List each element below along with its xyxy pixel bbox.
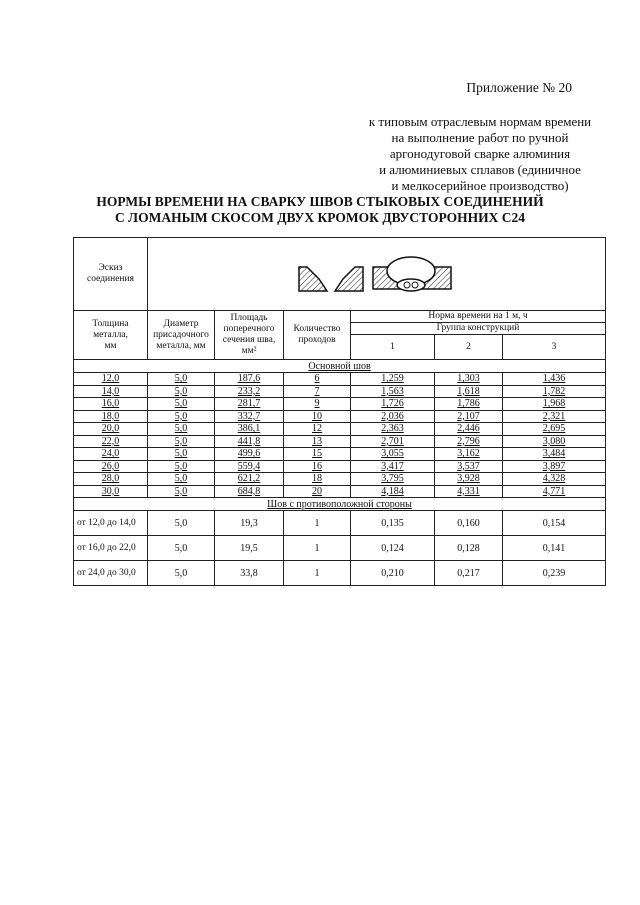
table-row bbox=[74, 561, 606, 586]
table-cell: 19,5 bbox=[215, 536, 284, 561]
norms-table bbox=[73, 237, 606, 586]
table-cell: 4,331 bbox=[435, 485, 503, 498]
table-cell: 187,6 bbox=[215, 373, 284, 386]
table-cell: 13 bbox=[284, 435, 351, 448]
table-cell: 0,154 bbox=[503, 511, 606, 536]
table-row bbox=[74, 473, 606, 486]
header-area bbox=[215, 311, 284, 360]
table-cell: 3,537 bbox=[435, 460, 503, 473]
header-text: металла, bbox=[93, 329, 128, 340]
table-cell: 16,0 bbox=[74, 398, 148, 411]
table-cell: 1,259 bbox=[351, 373, 435, 386]
appendix-line: и алюминиевых сплавов (единичное bbox=[379, 162, 581, 177]
table-row bbox=[74, 511, 606, 536]
table-cell: 30,0 bbox=[74, 485, 148, 498]
section-back-label: Шов с противоположной стороны bbox=[267, 498, 412, 510]
table-cell: от 12,0 до 14,0 bbox=[74, 511, 148, 536]
table-row bbox=[74, 385, 606, 398]
appendix-header bbox=[360, 80, 600, 194]
main-rows bbox=[74, 373, 606, 498]
table-row bbox=[74, 460, 606, 473]
table-cell: 2,695 bbox=[503, 423, 606, 436]
table-cell: 2,363 bbox=[351, 423, 435, 436]
table-cell: 2,446 bbox=[435, 423, 503, 436]
sketch-cell bbox=[148, 238, 606, 311]
header-row-1 bbox=[74, 311, 606, 323]
table-cell: 2,321 bbox=[503, 410, 606, 423]
table-row bbox=[74, 373, 606, 386]
table-row bbox=[74, 536, 606, 561]
section-main bbox=[74, 360, 606, 373]
table-cell: 5,0 bbox=[148, 561, 215, 586]
table-cell: 3,795 bbox=[351, 473, 435, 486]
table-cell: 3,055 bbox=[351, 448, 435, 461]
table-cell: 1,618 bbox=[435, 385, 503, 398]
table-cell: 28,0 bbox=[74, 473, 148, 486]
table-cell: 10 bbox=[284, 410, 351, 423]
table-cell: 0,239 bbox=[503, 561, 606, 586]
title-line-2: С ЛОМАНЫМ СКОСОМ ДВУХ КРОМОК ДВУСТОРОННИХ С24 bbox=[114, 210, 526, 225]
table-cell: 0,128 bbox=[435, 536, 503, 561]
header-group: Группа конструкций bbox=[351, 323, 606, 335]
table-cell: 4,184 bbox=[351, 485, 435, 498]
table-row bbox=[74, 423, 606, 436]
table-cell: 18,0 bbox=[74, 410, 148, 423]
table-cell: 3,162 bbox=[435, 448, 503, 461]
section-back bbox=[74, 498, 606, 511]
table-cell: 20,0 bbox=[74, 423, 148, 436]
table-cell: 9 bbox=[284, 398, 351, 411]
table-cell: 386,1 bbox=[215, 423, 284, 436]
back-rows bbox=[74, 511, 606, 586]
table-cell: 2,796 bbox=[435, 435, 503, 448]
table-cell: 1 bbox=[284, 511, 351, 536]
table-cell: 6 bbox=[284, 373, 351, 386]
table-cell: 0,160 bbox=[435, 511, 503, 536]
section-main-row bbox=[74, 360, 606, 373]
table-cell: 0,210 bbox=[351, 561, 435, 586]
table-cell: 1,786 bbox=[435, 398, 503, 411]
header-group-1: 1 bbox=[351, 335, 435, 360]
table-cell: 3,897 bbox=[503, 460, 606, 473]
table-row bbox=[74, 398, 606, 411]
table-cell: 5,0 bbox=[148, 460, 215, 473]
table-cell: 5,0 bbox=[148, 511, 215, 536]
table-row bbox=[74, 435, 606, 448]
header-text: Диаметр bbox=[163, 318, 199, 329]
header-diameter bbox=[148, 311, 215, 360]
table-cell: 3,928 bbox=[435, 473, 503, 486]
table-cell: 5,0 bbox=[148, 485, 215, 498]
header-text: Площадь bbox=[230, 313, 268, 323]
sketch-row bbox=[74, 238, 606, 311]
header-text: Толщина bbox=[92, 318, 129, 329]
section-back-row bbox=[74, 498, 606, 511]
sketch-label: соединения bbox=[87, 274, 134, 284]
table-cell: 499,6 bbox=[215, 448, 284, 461]
table-cell: 0,124 bbox=[351, 536, 435, 561]
table-cell: 0,135 bbox=[351, 511, 435, 536]
table-cell: 3,080 bbox=[503, 435, 606, 448]
joint-sketch-icon bbox=[297, 249, 457, 299]
table-cell: 2,107 bbox=[435, 410, 503, 423]
table-cell: 684,8 bbox=[215, 485, 284, 498]
header-passes bbox=[284, 311, 351, 360]
table-cell: 1,303 bbox=[435, 373, 503, 386]
appendix-line: на выполнение работ по ручной bbox=[391, 130, 569, 145]
header-text: металла, мм bbox=[156, 340, 206, 351]
header-text: Количество bbox=[293, 324, 341, 334]
table-cell: 1,726 bbox=[351, 398, 435, 411]
table-cell: 19,3 bbox=[215, 511, 284, 536]
header-text: мм² bbox=[241, 346, 257, 356]
document-title bbox=[80, 194, 560, 226]
header-thickness bbox=[74, 311, 148, 360]
table-cell: 281,7 bbox=[215, 398, 284, 411]
header-text: присадочного bbox=[153, 329, 209, 340]
appendix-line: к типовым отраслевым нормам времени bbox=[368, 114, 592, 129]
table-row bbox=[74, 410, 606, 423]
table-cell: 0,141 bbox=[503, 536, 606, 561]
section-main-label: Основной шов bbox=[308, 360, 371, 372]
table-cell: 621,2 bbox=[215, 473, 284, 486]
table-cell: 233,2 bbox=[215, 385, 284, 398]
header-group-3: 3 bbox=[503, 335, 606, 360]
table-cell: 5,0 bbox=[148, 373, 215, 386]
table-cell: 5,0 bbox=[148, 410, 215, 423]
table-cell: 12 bbox=[284, 423, 351, 436]
table-cell: 2,036 bbox=[351, 410, 435, 423]
table-cell: 1,782 bbox=[503, 385, 606, 398]
table-cell: 33,8 bbox=[215, 561, 284, 586]
header-text: проходов bbox=[298, 335, 336, 345]
table-cell: 1,436 bbox=[503, 373, 606, 386]
table-cell: 5,0 bbox=[148, 398, 215, 411]
appendix-line: и мелкосерийное производство) bbox=[391, 178, 569, 193]
table-cell: 16 bbox=[284, 460, 351, 473]
table-cell: 22,0 bbox=[74, 435, 148, 448]
table-cell: 15 bbox=[284, 448, 351, 461]
table-cell: от 16,0 до 22,0 bbox=[74, 536, 148, 561]
table-cell: 5,0 bbox=[148, 385, 215, 398]
table-cell: 1,563 bbox=[351, 385, 435, 398]
header-text: мм bbox=[104, 340, 117, 351]
table-cell: 1 bbox=[284, 561, 351, 586]
header-text: поперечного bbox=[223, 324, 275, 334]
table-cell: 559,4 bbox=[215, 460, 284, 473]
table-cell: 7 bbox=[284, 385, 351, 398]
table-cell: 1 bbox=[284, 536, 351, 561]
table-cell: 441,8 bbox=[215, 435, 284, 448]
table-cell: 332,7 bbox=[215, 410, 284, 423]
sketch-label: Эскиз bbox=[98, 263, 123, 273]
table-cell: от 24,0 до 30,0 bbox=[74, 561, 148, 586]
appendix-line: аргонодуговой сварке алюминия bbox=[389, 146, 571, 161]
sketch-label-cell bbox=[74, 238, 148, 311]
appendix-number: Приложение № 20 bbox=[466, 80, 572, 95]
table-cell: 5,0 bbox=[148, 536, 215, 561]
table-cell: 5,0 bbox=[148, 473, 215, 486]
table-cell: 20 bbox=[284, 485, 351, 498]
table-row bbox=[74, 485, 606, 498]
header-group-2: 2 bbox=[435, 335, 503, 360]
table-cell: 0,217 bbox=[435, 561, 503, 586]
table-cell: 5,0 bbox=[148, 423, 215, 436]
table-cell: 3,417 bbox=[351, 460, 435, 473]
table-cell: 5,0 bbox=[148, 435, 215, 448]
table-cell: 12,0 bbox=[74, 373, 148, 386]
title-line-1: НОРМЫ ВРЕМЕНИ НА СВАРКУ ШВОВ СТЫКОВЫХ СОЕДИНЕНИЙ bbox=[96, 194, 544, 209]
table-cell: 3,484 bbox=[503, 448, 606, 461]
table-cell: 24,0 bbox=[74, 448, 148, 461]
table-cell: 26,0 bbox=[74, 460, 148, 473]
table-row bbox=[74, 448, 606, 461]
header-norm: Норма времени на 1 м, ч bbox=[351, 311, 606, 323]
table-cell: 18 bbox=[284, 473, 351, 486]
table-cell: 5,0 bbox=[148, 448, 215, 461]
table-cell: 4,328 bbox=[503, 473, 606, 486]
header-text: сечения шва, bbox=[222, 335, 276, 345]
table-cell: 14,0 bbox=[74, 385, 148, 398]
table-cell: 1,968 bbox=[503, 398, 606, 411]
table-cell: 4,771 bbox=[503, 485, 606, 498]
table-cell: 2,701 bbox=[351, 435, 435, 448]
